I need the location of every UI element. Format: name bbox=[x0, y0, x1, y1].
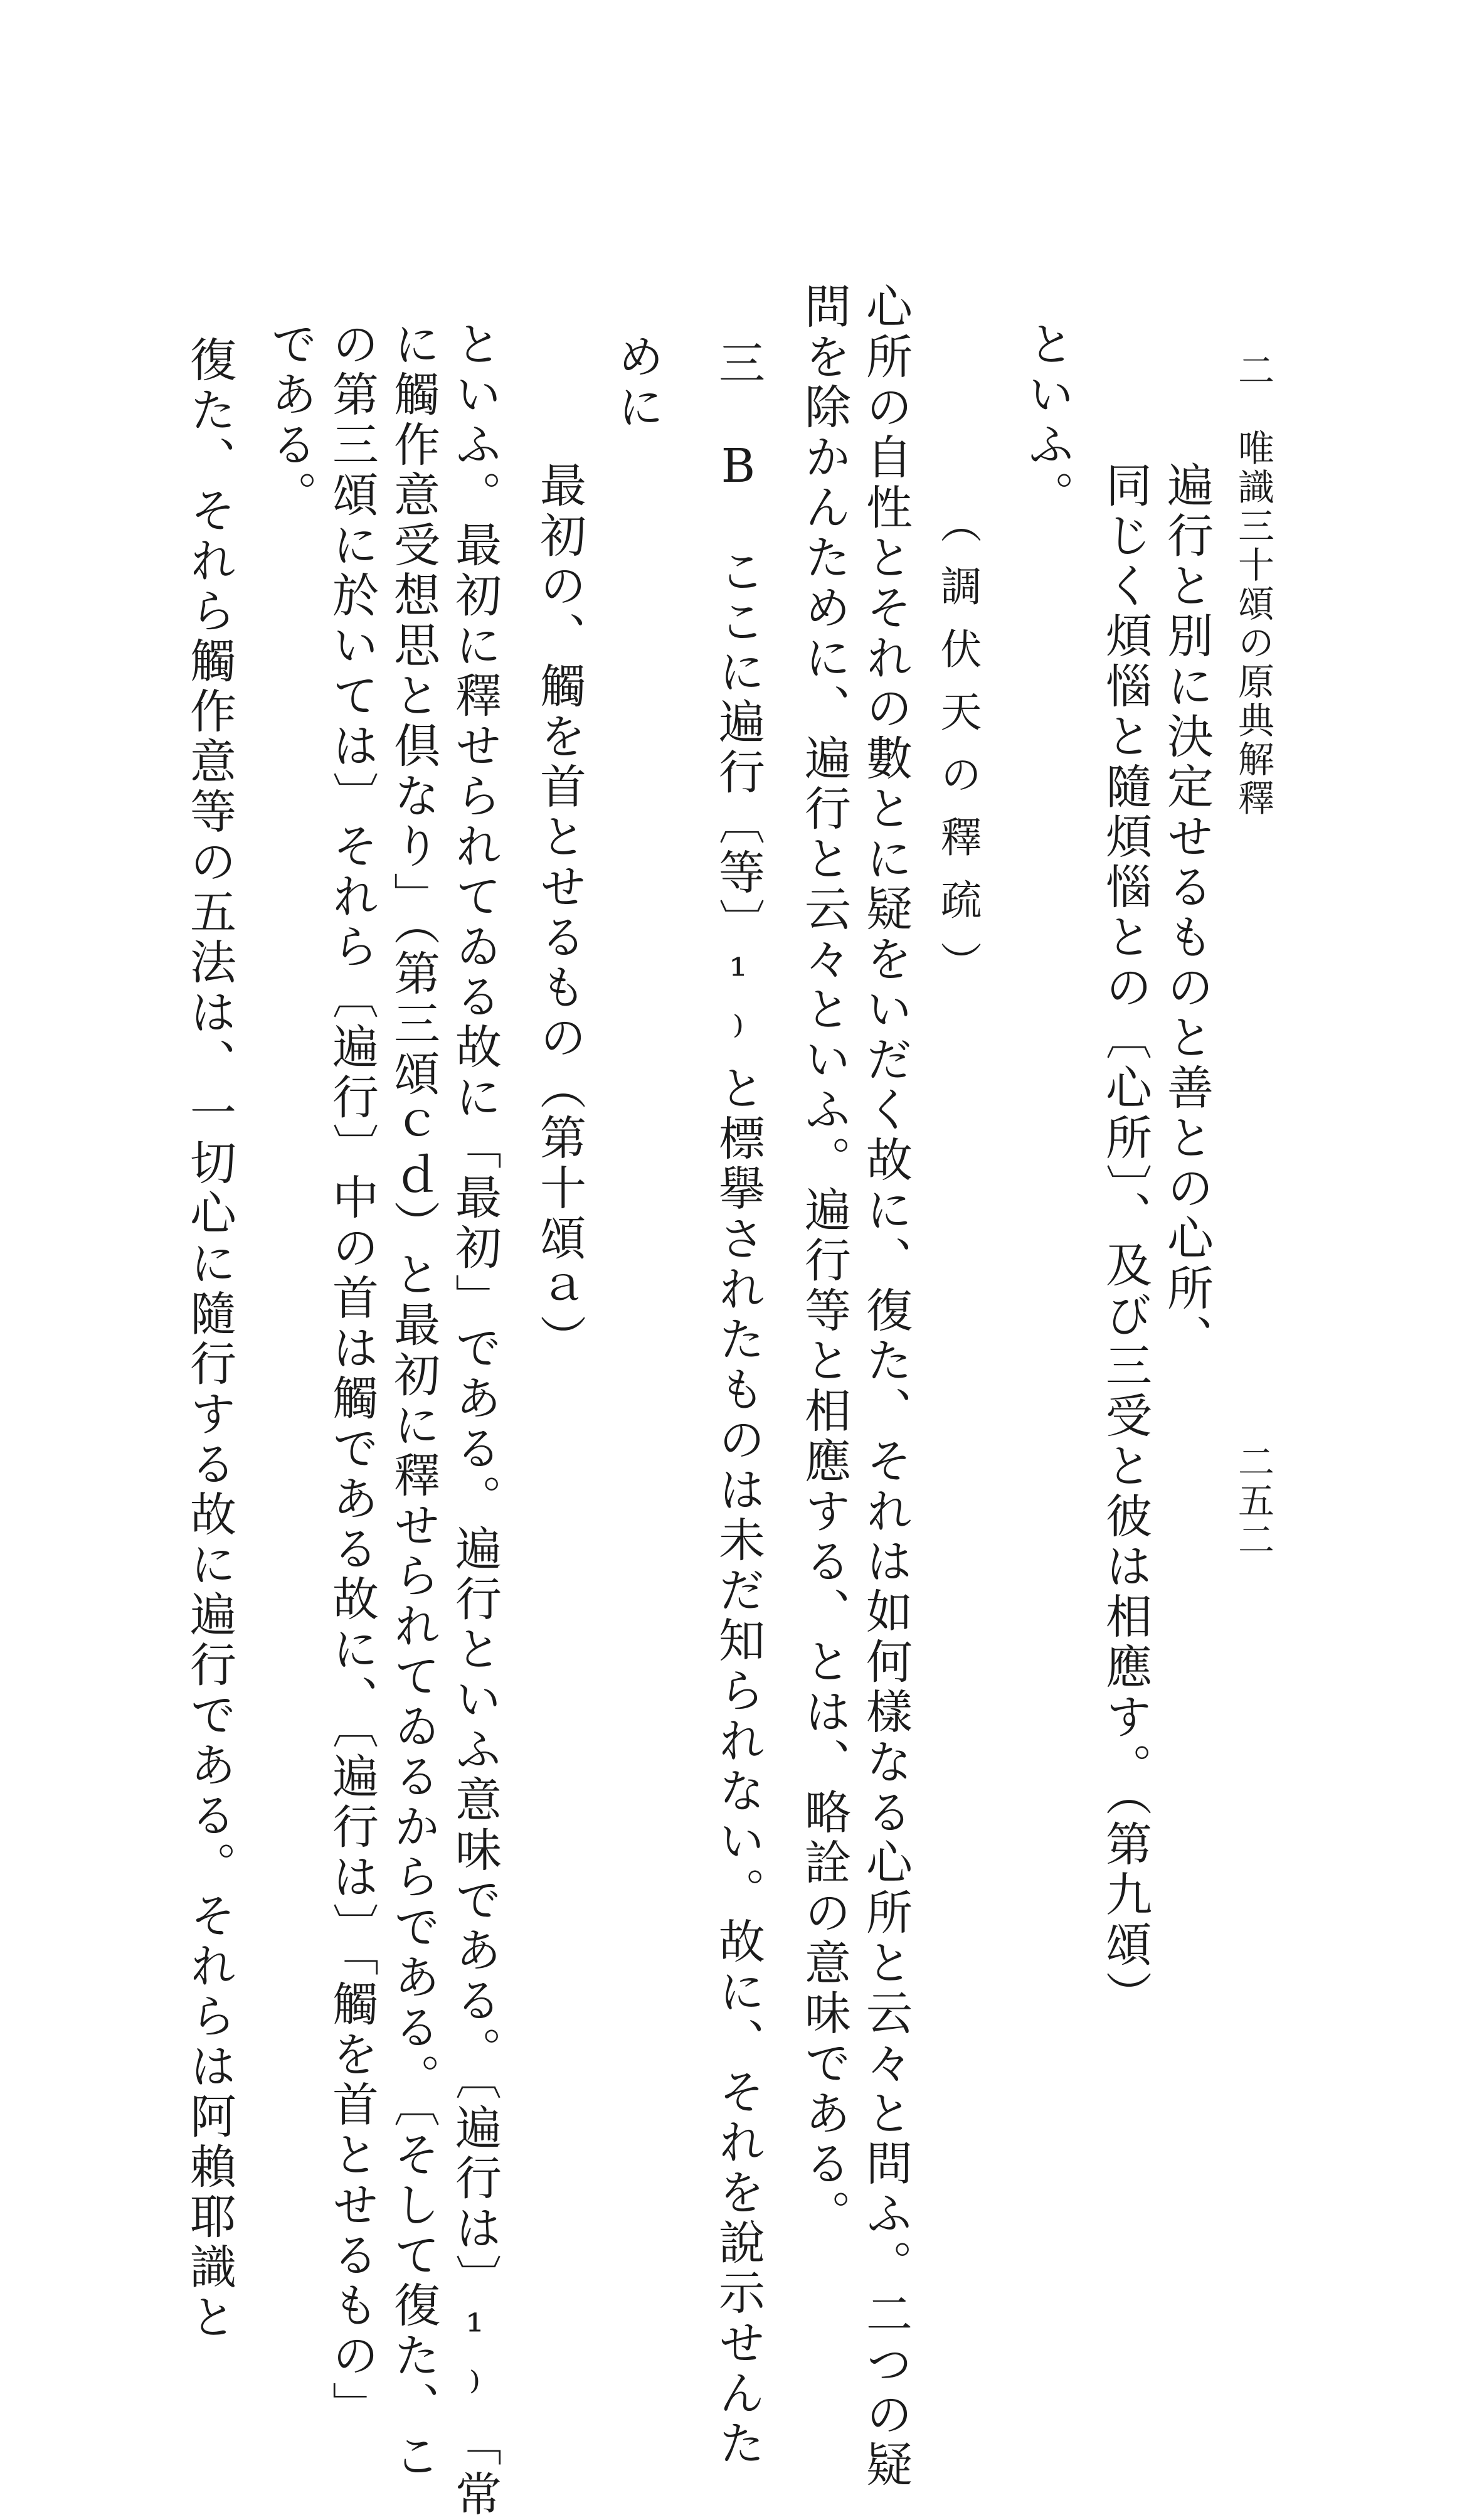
text-column-5: 心所の自性とそれの數とに疑をいだく故に、復た、それは如何樣なる心所と云々と問ふ。二つの疑 bbox=[859, 282, 913, 2491]
running-header: 二 唯識三十頌の原典解釋 bbox=[1232, 351, 1274, 818]
text-column-10: といふ。最初に釋せられてゐる故に「最初」である。遍行といふ意味である。〔遍行は〕¹⁾「常 bbox=[448, 320, 502, 2520]
text-column-14: 復た、それら觸作意等の五法は、一切心に隨行する故に遍行である。それらは阿賴耶識と bbox=[183, 336, 236, 2343]
text-column-7: めに bbox=[610, 332, 664, 433]
text-column-8: 三 B ここに遍行〔等〕¹⁾と標擧されたものは未だ知られない。故に、それを說示せんた bbox=[711, 339, 765, 2469]
section-heading: （調伏天の釋疏） bbox=[933, 502, 982, 1004]
text-column-13: である。 bbox=[263, 320, 317, 521]
closing-phrase-1: といふ。 bbox=[1020, 320, 1074, 521]
verse-line-1: 遍行と別に決定せるものと善との心所、 bbox=[1160, 461, 1214, 1364]
verse-line-2: 同じく煩惱と隨煩惱との〔心所〕、及び三受と彼は相應す。（第九頌） bbox=[1098, 461, 1152, 2021]
page-number: 二五二 bbox=[1232, 1443, 1274, 1560]
text-column-12: の第三頌に於いては〕それら〔遍行〕中の首は觸である故に、〔遍行は〕「觸を首とせるもの」 bbox=[325, 320, 379, 2432]
text-column-11: に觸作意受想思と倶なり」（第三頌ｃｄ）と最初に釋せられてゐるからである。〔そして復た、こ bbox=[386, 320, 440, 2482]
verse-line-10a: 最初の、觸を首とせるもの（第十頌ａ） bbox=[532, 461, 586, 1364]
text-column-6: 問を除かんために、遍行と云々といふ。遍行等と相應する、とは、略詮の意味である。 bbox=[797, 282, 851, 2240]
